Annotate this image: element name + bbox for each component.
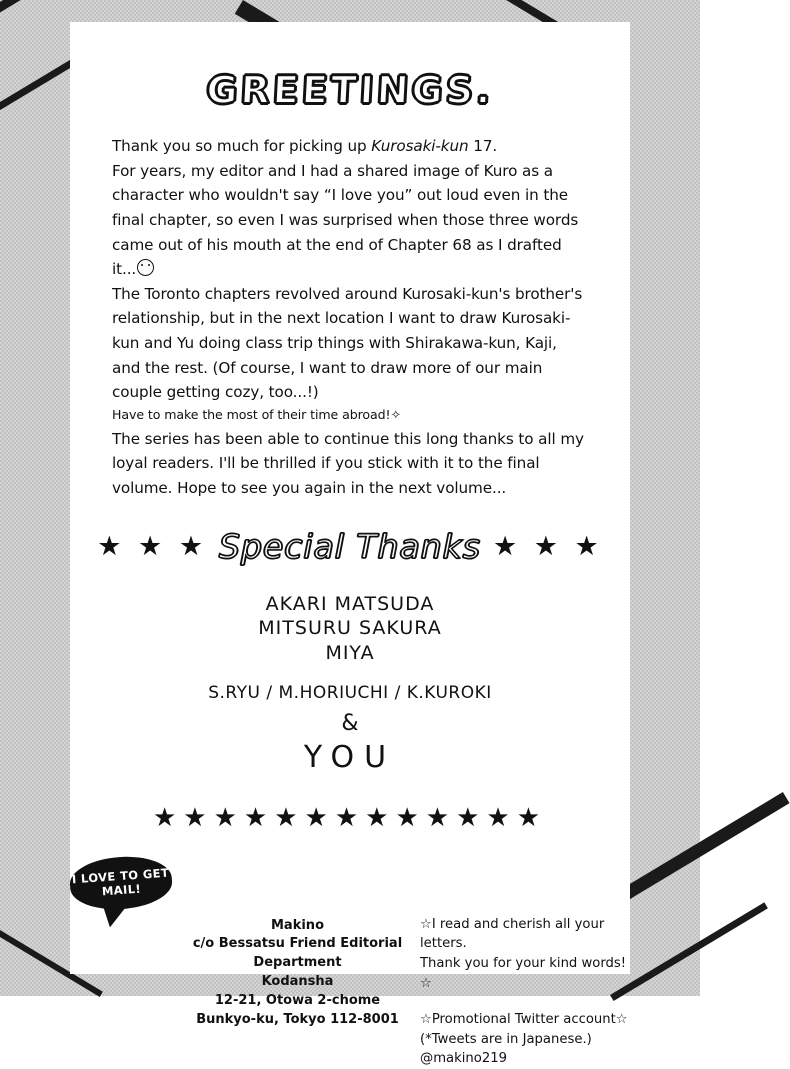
address-line-3: Kodansha	[261, 974, 334, 990]
paragraph-1-post: 17.	[468, 137, 498, 155]
credit-name-4: S.RYU / M.HORIUCHI / K.KUROKI	[208, 682, 492, 703]
address-line-1: c/o Bessatsu Friend Editorial	[192, 936, 403, 952]
contact-notes	[420, 915, 635, 1069]
page-title: GREETINGS.	[205, 68, 495, 112]
paper-panel	[70, 22, 630, 1067]
contact-section	[70, 855, 630, 1067]
star-divider-icon: ★★★★★★★★★★★★★	[152, 802, 547, 833]
smiley-face-icon	[137, 259, 154, 276]
credit-you: YOU	[303, 739, 397, 775]
twitter-handle: @makino219	[420, 1051, 508, 1067]
credit-name-3: MIYA	[325, 642, 375, 665]
special-thanks-title: Special Thanks	[219, 526, 481, 566]
credit-name-1: AKARI MATSUDA	[265, 592, 435, 615]
stars-left-icon: ★ ★ ★	[97, 530, 208, 562]
margin-note: Have to make the most of their time abroad!✧	[112, 406, 401, 422]
mailing-address	[190, 917, 405, 1030]
address-line-2: Department	[253, 955, 342, 971]
address-line-4: 12-21, Otowa 2-chome	[214, 993, 381, 1009]
speech-bubble: I LOVE TO GET MAIL!	[68, 853, 173, 912]
credit-ampersand: &	[341, 710, 359, 736]
special-thanks-banner	[70, 527, 630, 566]
address-line-5: Bunkyo-ku, Tokyo 112-8001	[196, 1011, 399, 1027]
paragraph-1-pre: Thank you so much for picking up	[112, 137, 372, 155]
afterword-text	[112, 134, 588, 501]
thanks-credits	[70, 592, 630, 775]
paragraph-2: The Toronto chapters revolved around Kurosaki-kun's brother's relationship, but in the next location I want to draw Kurosaki-kun and Yu doing class trip things with Shirakawa-kun, Kaji, and the rest. (Of course, I want to draw more of our main couple getting cozy, too...!)	[112, 284, 583, 402]
note-line-4: (*Tweets are in Japanese.)	[420, 1031, 592, 1047]
note-line-2: Thank you for your kind words!☆	[420, 956, 627, 992]
note-line-1: ☆I read and cherish all your letters.	[420, 916, 605, 952]
note-line-3: ☆Promotional Twitter account☆	[420, 1011, 628, 1027]
series-title: Kurosaki-kun	[371, 137, 469, 155]
stars-right-icon: ★ ★ ★	[492, 530, 603, 562]
paragraph-3: The series has been able to continue this long thanks to all my loyal readers. I'll be thrilled if you stick with it to the final volume. Hope to see you again in the next volume...	[112, 429, 584, 498]
notes-spacer	[420, 994, 635, 1010]
credit-name-2: MITSURU SAKURA	[258, 617, 442, 640]
paragraph-1	[112, 134, 588, 282]
address-name: Makino	[271, 917, 324, 933]
paragraph-1-rest: For years, my editor and I had a shared image of Kuro as a character who wouldn't say “I love you” out loud even in the final chapter, so even I was surprised when those three words came out of his mouth at the end of Chapter 68 as I drafted it...	[112, 161, 579, 279]
